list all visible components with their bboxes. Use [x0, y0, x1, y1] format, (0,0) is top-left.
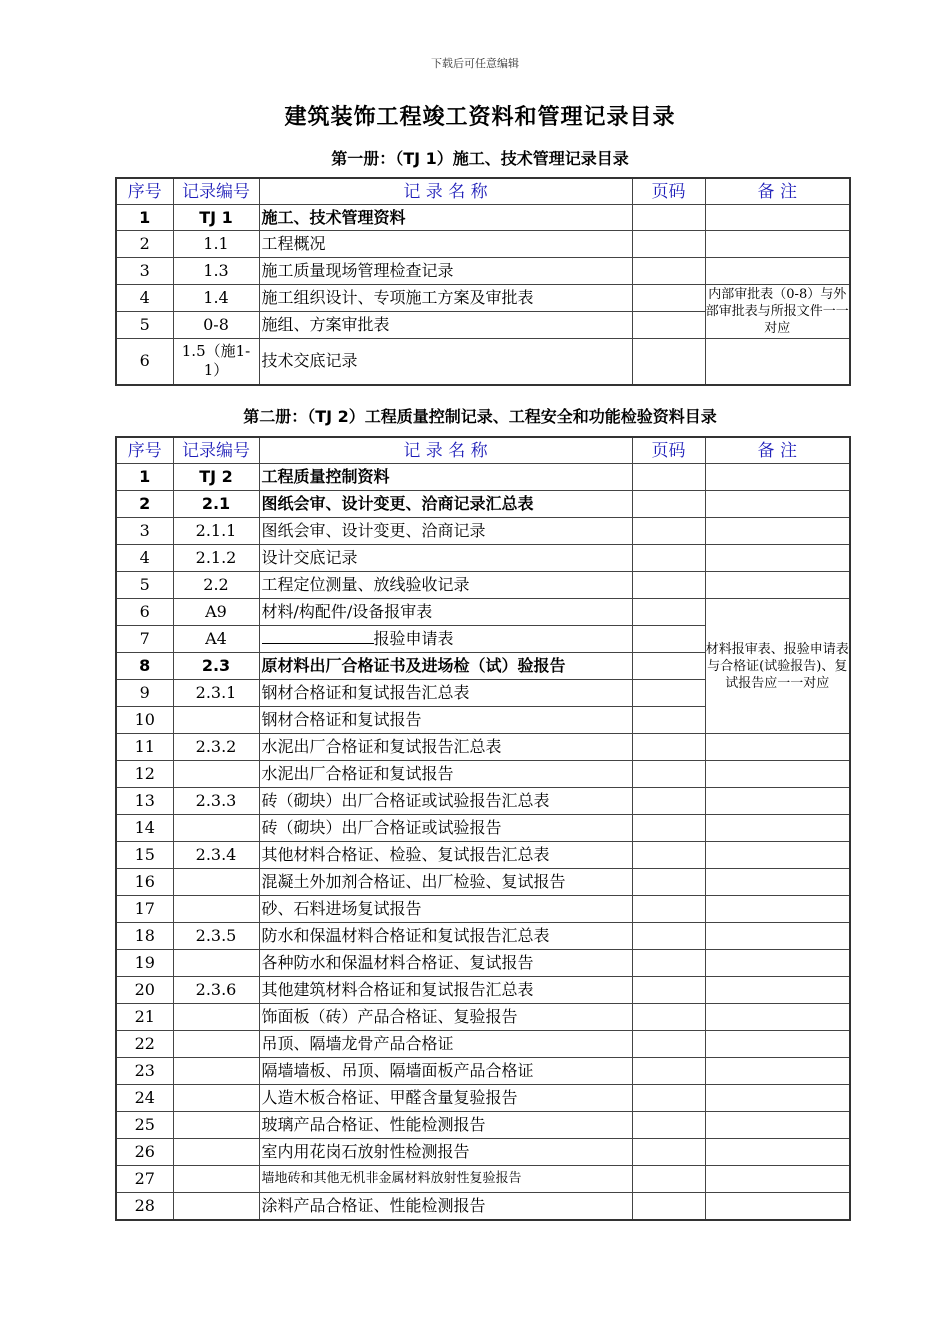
table-row [116, 896, 850, 923]
row-number: 2 [116, 491, 173, 518]
note-cell [705, 491, 850, 518]
record-code: 2.3 [173, 653, 259, 680]
note-cell [705, 1085, 850, 1112]
record-name: 图纸会审、设计变更、洽商记录汇总表 [259, 491, 632, 518]
page-cell [632, 923, 705, 950]
note-cell [705, 842, 850, 869]
note-cell [705, 788, 850, 815]
record-code: 2.3.6 [173, 977, 259, 1004]
record-code [173, 1085, 259, 1112]
record-name: 水泥出厂合格证和复试报告 [259, 761, 632, 788]
table-row [116, 599, 850, 626]
record-code [173, 1004, 259, 1031]
row-number: 9 [116, 680, 173, 707]
header-no: 序号 [116, 437, 173, 464]
table-row [116, 977, 850, 1004]
record-name: 人造木板合格证、甲醛含量复验报告 [259, 1085, 632, 1112]
record-name: 设计交底记录 [259, 545, 632, 572]
record-code [173, 761, 259, 788]
record-code: 2.3.5 [173, 923, 259, 950]
row-number: 27 [116, 1166, 173, 1193]
table-row [116, 1058, 850, 1085]
page-cell [632, 1166, 705, 1193]
row-number: 5 [116, 312, 173, 339]
record-name: 技术交底记录 [259, 339, 632, 385]
row-number: 12 [116, 761, 173, 788]
note-cell [705, 1166, 850, 1193]
row-number: 22 [116, 1031, 173, 1058]
table-row [116, 1031, 850, 1058]
header-name: 记 录 名 称 [259, 437, 632, 464]
record-name: 吊顶、隔墙龙骨产品合格证 [259, 1031, 632, 1058]
record-name: 其他材料合格证、检验、复试报告汇总表 [259, 842, 632, 869]
table-row [116, 1004, 850, 1031]
table-row [116, 491, 850, 518]
record-name: 室内用花岗石放射性检测报告 [259, 1139, 632, 1166]
header-page: 页码 [632, 178, 705, 205]
row-number: 11 [116, 734, 173, 761]
row-number: 2 [116, 231, 173, 258]
record-name: 防水和保温材料合格证和复试报告汇总表 [259, 923, 632, 950]
table-row [116, 1139, 850, 1166]
record-code: 2.3.3 [173, 788, 259, 815]
note-cell [705, 545, 850, 572]
record-name: 涂料产品合格证、性能检测报告 [259, 1193, 632, 1220]
page-cell [632, 815, 705, 842]
row-number: 3 [116, 258, 173, 285]
note-merged-cell: 材料报审表、报验申请表与合格证(试验报告)、复试报告应一一对应 [705, 599, 850, 734]
record-name: 砖（砌块）出厂合格证或试验报告汇总表 [259, 788, 632, 815]
row-number: 4 [116, 545, 173, 572]
record-name: 水泥出厂合格证和复试报告汇总表 [259, 734, 632, 761]
download-note: 下载后可任意编辑 [431, 57, 519, 70]
record-code: 1.4 [173, 285, 259, 312]
header-note: 备 注 [705, 178, 850, 205]
note-cell [705, 231, 850, 258]
record-name: 饰面板（砖）产品合格证、复验报告 [259, 1004, 632, 1031]
row-number: 15 [116, 842, 173, 869]
book2-subtitle: 第二册：（TJ 2）工程质量控制记录、工程安全和功能检验资料目录 [243, 407, 717, 426]
record-name: 工程质量控制资料 [259, 464, 632, 491]
row-number: 4 [116, 285, 173, 312]
record-code: 2.1.2 [173, 545, 259, 572]
note-cell [705, 869, 850, 896]
record-name: 工程概况 [259, 231, 632, 258]
note-cell [705, 1031, 850, 1058]
row-number: 1 [116, 205, 173, 231]
header-no: 序号 [116, 178, 173, 205]
record-code [173, 950, 259, 977]
page-cell [632, 231, 705, 258]
row-number: 21 [116, 1004, 173, 1031]
page-cell [632, 285, 705, 312]
row-number: 26 [116, 1139, 173, 1166]
header-code: 记录编号 [173, 437, 259, 464]
header-name: 记 录 名 称 [259, 178, 632, 205]
page-cell [632, 788, 705, 815]
record-code: TJ 1 [173, 205, 259, 231]
record-name: 施工、技术管理资料 [259, 205, 632, 231]
row-number: 5 [116, 572, 173, 599]
page-cell [632, 653, 705, 680]
note-cell [705, 761, 850, 788]
record-name: 砖（砌块）出厂合格证或试验报告 [259, 815, 632, 842]
table-row [116, 734, 850, 761]
record-name: 其他建筑材料合格证和复试报告汇总表 [259, 977, 632, 1004]
page-cell [632, 1004, 705, 1031]
table-row [116, 788, 850, 815]
table-row [116, 761, 850, 788]
row-number: 16 [116, 869, 173, 896]
record-code: 1.1 [173, 231, 259, 258]
table-row [116, 923, 850, 950]
page-cell [632, 896, 705, 923]
record-code [173, 896, 259, 923]
note-cell [705, 339, 850, 385]
table-row [116, 339, 850, 385]
record-name: 隔墙墙板、吊顶、隔墙面板产品合格证 [259, 1058, 632, 1085]
page-cell [632, 518, 705, 545]
page-cell [632, 258, 705, 285]
record-code [173, 1166, 259, 1193]
page-cell [632, 761, 705, 788]
table-header-row [116, 178, 850, 205]
row-number: 18 [116, 923, 173, 950]
book1-table [115, 177, 851, 386]
table-row [116, 950, 850, 977]
note-cell [705, 464, 850, 491]
table-row [116, 231, 850, 258]
record-code [173, 869, 259, 896]
row-number: 28 [116, 1193, 173, 1220]
row-number: 6 [116, 599, 173, 626]
table-row [116, 545, 850, 572]
record-code: 2.2 [173, 572, 259, 599]
note-cell [705, 977, 850, 1004]
note-cell [705, 258, 850, 285]
book2-table [115, 436, 851, 1221]
record-name: 钢材合格证和复试报告汇总表 [259, 680, 632, 707]
note-cell [705, 1058, 850, 1085]
page-cell [632, 842, 705, 869]
row-number: 24 [116, 1085, 173, 1112]
row-number: 14 [116, 815, 173, 842]
table-row [116, 815, 850, 842]
record-code [173, 1193, 259, 1220]
record-code [173, 1139, 259, 1166]
page-cell [632, 491, 705, 518]
note-cell [705, 950, 850, 977]
page-cell [632, 339, 705, 385]
record-name: 材料/构配件/设备报审表 [259, 599, 632, 626]
note-cell [705, 205, 850, 231]
page-cell [632, 977, 705, 1004]
page-cell [632, 312, 705, 339]
row-number: 17 [116, 896, 173, 923]
page-cell [632, 205, 705, 231]
record-code [173, 1112, 259, 1139]
page-cell [632, 464, 705, 491]
table-row [116, 205, 850, 231]
note-cell [705, 815, 850, 842]
page-cell [632, 1139, 705, 1166]
record-name: 墙地砖和其他无机非金属材料放射性复验报告 [259, 1166, 632, 1193]
note-cell [705, 923, 850, 950]
record-name: 施组、方案审批表 [259, 312, 632, 339]
table-row [116, 1112, 850, 1139]
page-cell [632, 572, 705, 599]
row-number: 10 [116, 707, 173, 734]
record-code: 1.3 [173, 258, 259, 285]
page-cell [632, 734, 705, 761]
note-cell [705, 734, 850, 761]
page-cell [632, 869, 705, 896]
document-title: 建筑装饰工程竣工资料和管理记录目录 [284, 105, 676, 130]
record-code: TJ 2 [173, 464, 259, 491]
record-name: 砂、石料进场复试报告 [259, 896, 632, 923]
table-row [116, 1085, 850, 1112]
row-number: 19 [116, 950, 173, 977]
record-name: 施工质量现场管理检查记录 [259, 258, 632, 285]
table-row [116, 1193, 850, 1220]
note-merged-cell: 内部审批表（0-8）与外部审批表与所报文件一一对应 [705, 285, 850, 339]
record-code: 2.3.2 [173, 734, 259, 761]
record-name: 钢材合格证和复试报告 [259, 707, 632, 734]
record-code [173, 1058, 259, 1085]
page-cell [632, 1031, 705, 1058]
page-cell [632, 545, 705, 572]
note-cell [705, 896, 850, 923]
page-cell [632, 1085, 705, 1112]
table-row [116, 1166, 850, 1193]
table-row [116, 258, 850, 285]
header-note: 备 注 [705, 437, 850, 464]
header-code: 记录编号 [173, 178, 259, 205]
page-cell [632, 1193, 705, 1220]
table-header-row [116, 437, 850, 464]
record-name: 原材料出厂合格证书及进场检（试）验报告 [259, 653, 632, 680]
record-code [173, 707, 259, 734]
record-name [259, 626, 632, 653]
record-code [173, 815, 259, 842]
note-cell [705, 572, 850, 599]
record-name: 施工组织设计、专项施工方案及审批表 [259, 285, 632, 312]
table-row [116, 842, 850, 869]
record-name: 图纸会审、设计变更、洽商记录 [259, 518, 632, 545]
record-code: 2.1 [173, 491, 259, 518]
record-name: 混凝土外加剂合格证、出厂检验、复试报告 [259, 869, 632, 896]
record-name: 各种防水和保温材料合格证、复试报告 [259, 950, 632, 977]
row-number: 3 [116, 518, 173, 545]
book1-subtitle: 第一册：（TJ 1）施工、技术管理记录目录 [331, 149, 629, 168]
table-row [116, 869, 850, 896]
record-code: 2.3.1 [173, 680, 259, 707]
row-number: 6 [116, 339, 173, 385]
page-cell [632, 626, 705, 653]
page-cell [632, 599, 705, 626]
page-cell [632, 1112, 705, 1139]
record-code [173, 1031, 259, 1058]
record-code: 2.1.1 [173, 518, 259, 545]
page-cell [632, 680, 705, 707]
record-code: A4 [173, 626, 259, 653]
row-number: 13 [116, 788, 173, 815]
row-number: 7 [116, 626, 173, 653]
page-cell [632, 950, 705, 977]
header-page: 页码 [632, 437, 705, 464]
record-name: 玻璃产品合格证、性能检测报告 [259, 1112, 632, 1139]
table-row [116, 572, 850, 599]
record-code: A9 [173, 599, 259, 626]
row-number: 20 [116, 977, 173, 1004]
table-row [116, 518, 850, 545]
row-number: 1 [116, 464, 173, 491]
record-code: 1.5（施1-1） [173, 339, 259, 385]
record-name: 工程定位测量、放线验收记录 [259, 572, 632, 599]
blank-underline [262, 629, 374, 644]
row-number: 23 [116, 1058, 173, 1085]
note-cell [705, 1004, 850, 1031]
table-row [116, 285, 850, 312]
page-cell [632, 707, 705, 734]
record-code: 0-8 [173, 312, 259, 339]
note-cell [705, 1193, 850, 1220]
row-number: 8 [116, 653, 173, 680]
record-name-text: 报验申请表 [373, 629, 454, 648]
note-cell [705, 518, 850, 545]
row-number: 25 [116, 1112, 173, 1139]
page-cell [632, 1058, 705, 1085]
record-code: 2.3.4 [173, 842, 259, 869]
note-cell [705, 1112, 850, 1139]
note-cell [705, 1139, 850, 1166]
table-row [116, 464, 850, 491]
